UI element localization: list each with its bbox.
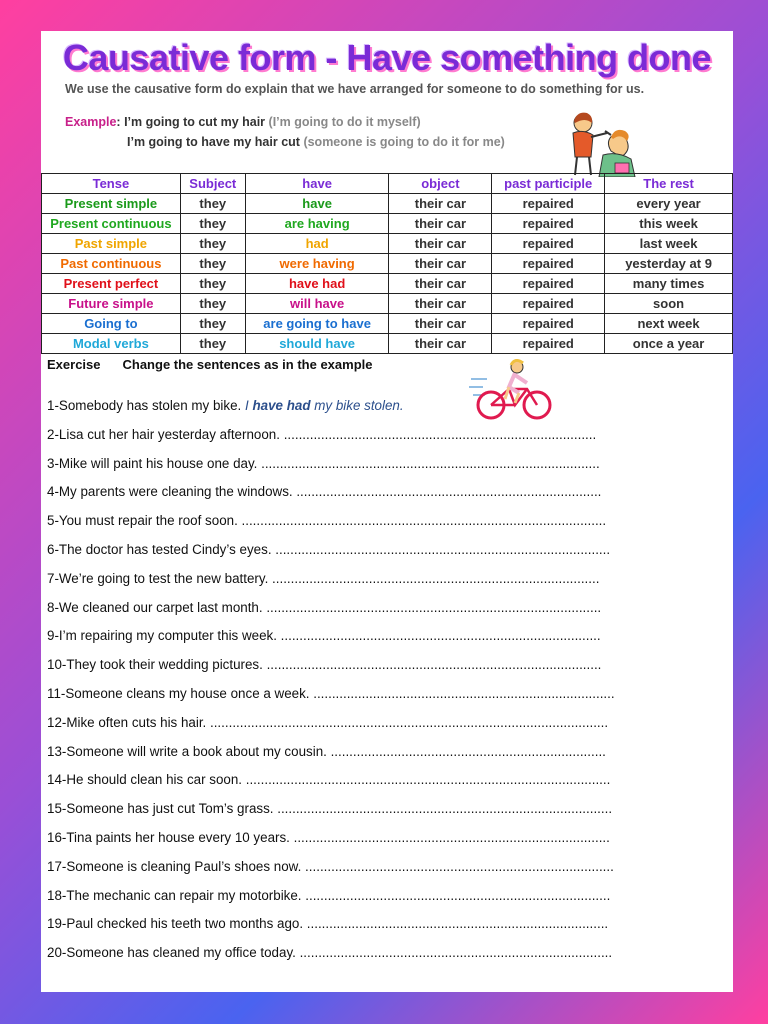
cell-past-participle: repaired [492,274,605,294]
intro-text: We use the causative form do explain that we have arranged for someone to do something for us. [65,82,645,96]
exercise-item-1 [47,397,727,426]
table-row [42,194,733,214]
cell-past-participle: repaired [492,214,605,234]
cell-past-participle: repaired [492,314,605,334]
table-row [42,274,733,294]
exercise-item: 5-You must repair the roof soon. .................................................................................................. [47,513,607,529]
cell-subject: they [180,254,245,274]
cell-the-rest: next week [605,314,733,334]
cell-the-rest: once a year [605,334,733,354]
cell-object: their car [389,314,492,334]
cell-past-participle: repaired [492,194,605,214]
cell-past-participle: repaired [492,254,605,274]
example-line-1: Example: I’m going to cut my hair (I’m going to do it myself) [65,115,421,129]
cell-object: their car [389,194,492,214]
header-object: object [389,174,492,194]
example-1-main: I’m going to cut my hair [124,115,266,129]
exercise-item: 10-They took their wedding pictures. .......................................................................................... [47,657,602,673]
cell-have: have had [245,274,389,294]
cell-have: are going to have [245,314,389,334]
cell-tense: Going to [42,314,181,334]
cell-the-rest: yesterday at 9 [605,254,733,274]
cell-object: their car [389,294,492,314]
cell-have: should have [245,334,389,354]
answer-bold: have had [252,398,311,413]
cell-subject: they [180,274,245,294]
exercise-list [47,397,727,973]
exercise-1-sentence: 1-Somebody has stolen my bike. [47,398,242,413]
exercise-item: 8-We cleaned our carpet last month. .......................................................................................... [47,599,602,615]
cell-past-participle: repaired [492,294,605,314]
table-row [42,334,733,354]
cell-the-rest: many times [605,274,733,294]
page-title: Causative form - Have something done [62,37,712,78]
cell-past-participle: repaired [492,334,605,354]
exercise-item: 15-Someone has just cut Tom’s grass. .......................................................................................... [47,801,613,817]
cell-have: will have [245,294,389,314]
table-header-row [42,174,733,194]
cell-tense: Past continuous [42,254,181,274]
exercise-item: 12-Mike often cuts his hair. ........................................................................................................... [47,714,609,730]
cell-subject: they [180,334,245,354]
cell-have: have [245,194,389,214]
exercise-item: 6-The doctor has tested Cindy’s eyes. .......................................................................................... [47,541,611,557]
cell-subject: they [180,214,245,234]
exercise-item: 2-Lisa cut her hair yesterday afternoon. .................................................................................... [47,426,597,442]
cell-tense: Past simple [42,234,181,254]
answer-pre: I [245,398,249,413]
example-2-note: (someone is going to do it for me) [303,135,505,149]
exercise-item: 9-I’m repairing my computer this week. ...................................................................................... [47,628,601,644]
cell-tense: Present perfect [42,274,181,294]
exercise-item: 14-He should clean his car soon. .................................................................................................. [47,772,611,788]
exercise-item: 18-The mechanic can repair my motorbike. .................................................................................. [47,887,611,903]
exercise-label: Exercise [47,357,101,372]
exercise-item: 20-Someone has cleaned my office today. .................................................................................... [47,945,613,961]
exercise-item: 3-Mike will paint his house one day. ........................................................................................... [47,455,600,471]
table-row [42,294,733,314]
exercise-instruction: Change the sentences as in the example [122,357,373,372]
cell-the-rest: soon [605,294,733,314]
cell-subject: they [180,194,245,214]
exercise-item: 7-We’re going to test the new battery. ........................................................................................ [47,570,600,586]
cell-tense: Present simple [42,194,181,214]
exercise-item: 13-Someone will write a book about my cousin. .......................................................................... [47,743,606,759]
cell-object: their car [389,234,492,254]
header-subject: Subject [180,174,245,194]
exercise-1-answer [245,398,404,413]
example-label: Example [65,115,117,129]
cell-have: were having [245,254,389,274]
cell-have: had [245,234,389,254]
cell-subject: they [180,234,245,254]
cell-past-participle: repaired [492,234,605,254]
exercise-item: 17-Someone is cleaning Paul’s shoes now. ................................................................................... [47,858,614,874]
table-row [42,234,733,254]
cell-the-rest: this week [605,214,733,234]
causative-table [41,173,733,354]
cell-subject: they [180,294,245,314]
header-past-participle: past participle [492,174,605,194]
answer-post: my bike stolen. [314,398,404,413]
cell-subject: they [180,314,245,334]
cell-object: their car [389,214,492,234]
table-row [42,214,733,234]
header-the-rest: The rest [605,174,733,194]
cell-tense: Future simple [42,294,181,314]
cell-tense: Present continuous [42,214,181,234]
header-have: have [245,174,389,194]
worksheet-page [41,31,733,992]
exercise-item: 4-My parents were cleaning the windows. .................................................................................. [47,484,602,500]
cell-the-rest: last week [605,234,733,254]
table-row [42,314,733,334]
cell-the-rest: every year [605,194,733,214]
exercise-heading [47,357,372,372]
table-row [42,254,733,274]
cell-object: their car [389,274,492,294]
header-tense: Tense [42,174,181,194]
exercise-item: 19-Paul checked his teeth two months ago. ................................................................................. [47,916,609,932]
exercise-item: 11-Someone cleans my house once a week. ................................................................................. [47,685,615,701]
hairdresser-illustration [561,111,647,177]
exercise-item: 16-Tina paints her house every 10 years. ..................................................................................... [47,829,610,845]
cell-object: their car [389,254,492,274]
example-1-note: (I’m going to do it myself) [268,115,421,129]
cell-object: their car [389,334,492,354]
cell-tense: Modal verbs [42,334,181,354]
example-line-2 [127,135,505,149]
cell-have: are having [245,214,389,234]
example-2-main: I’m going to have my hair cut [127,135,300,149]
